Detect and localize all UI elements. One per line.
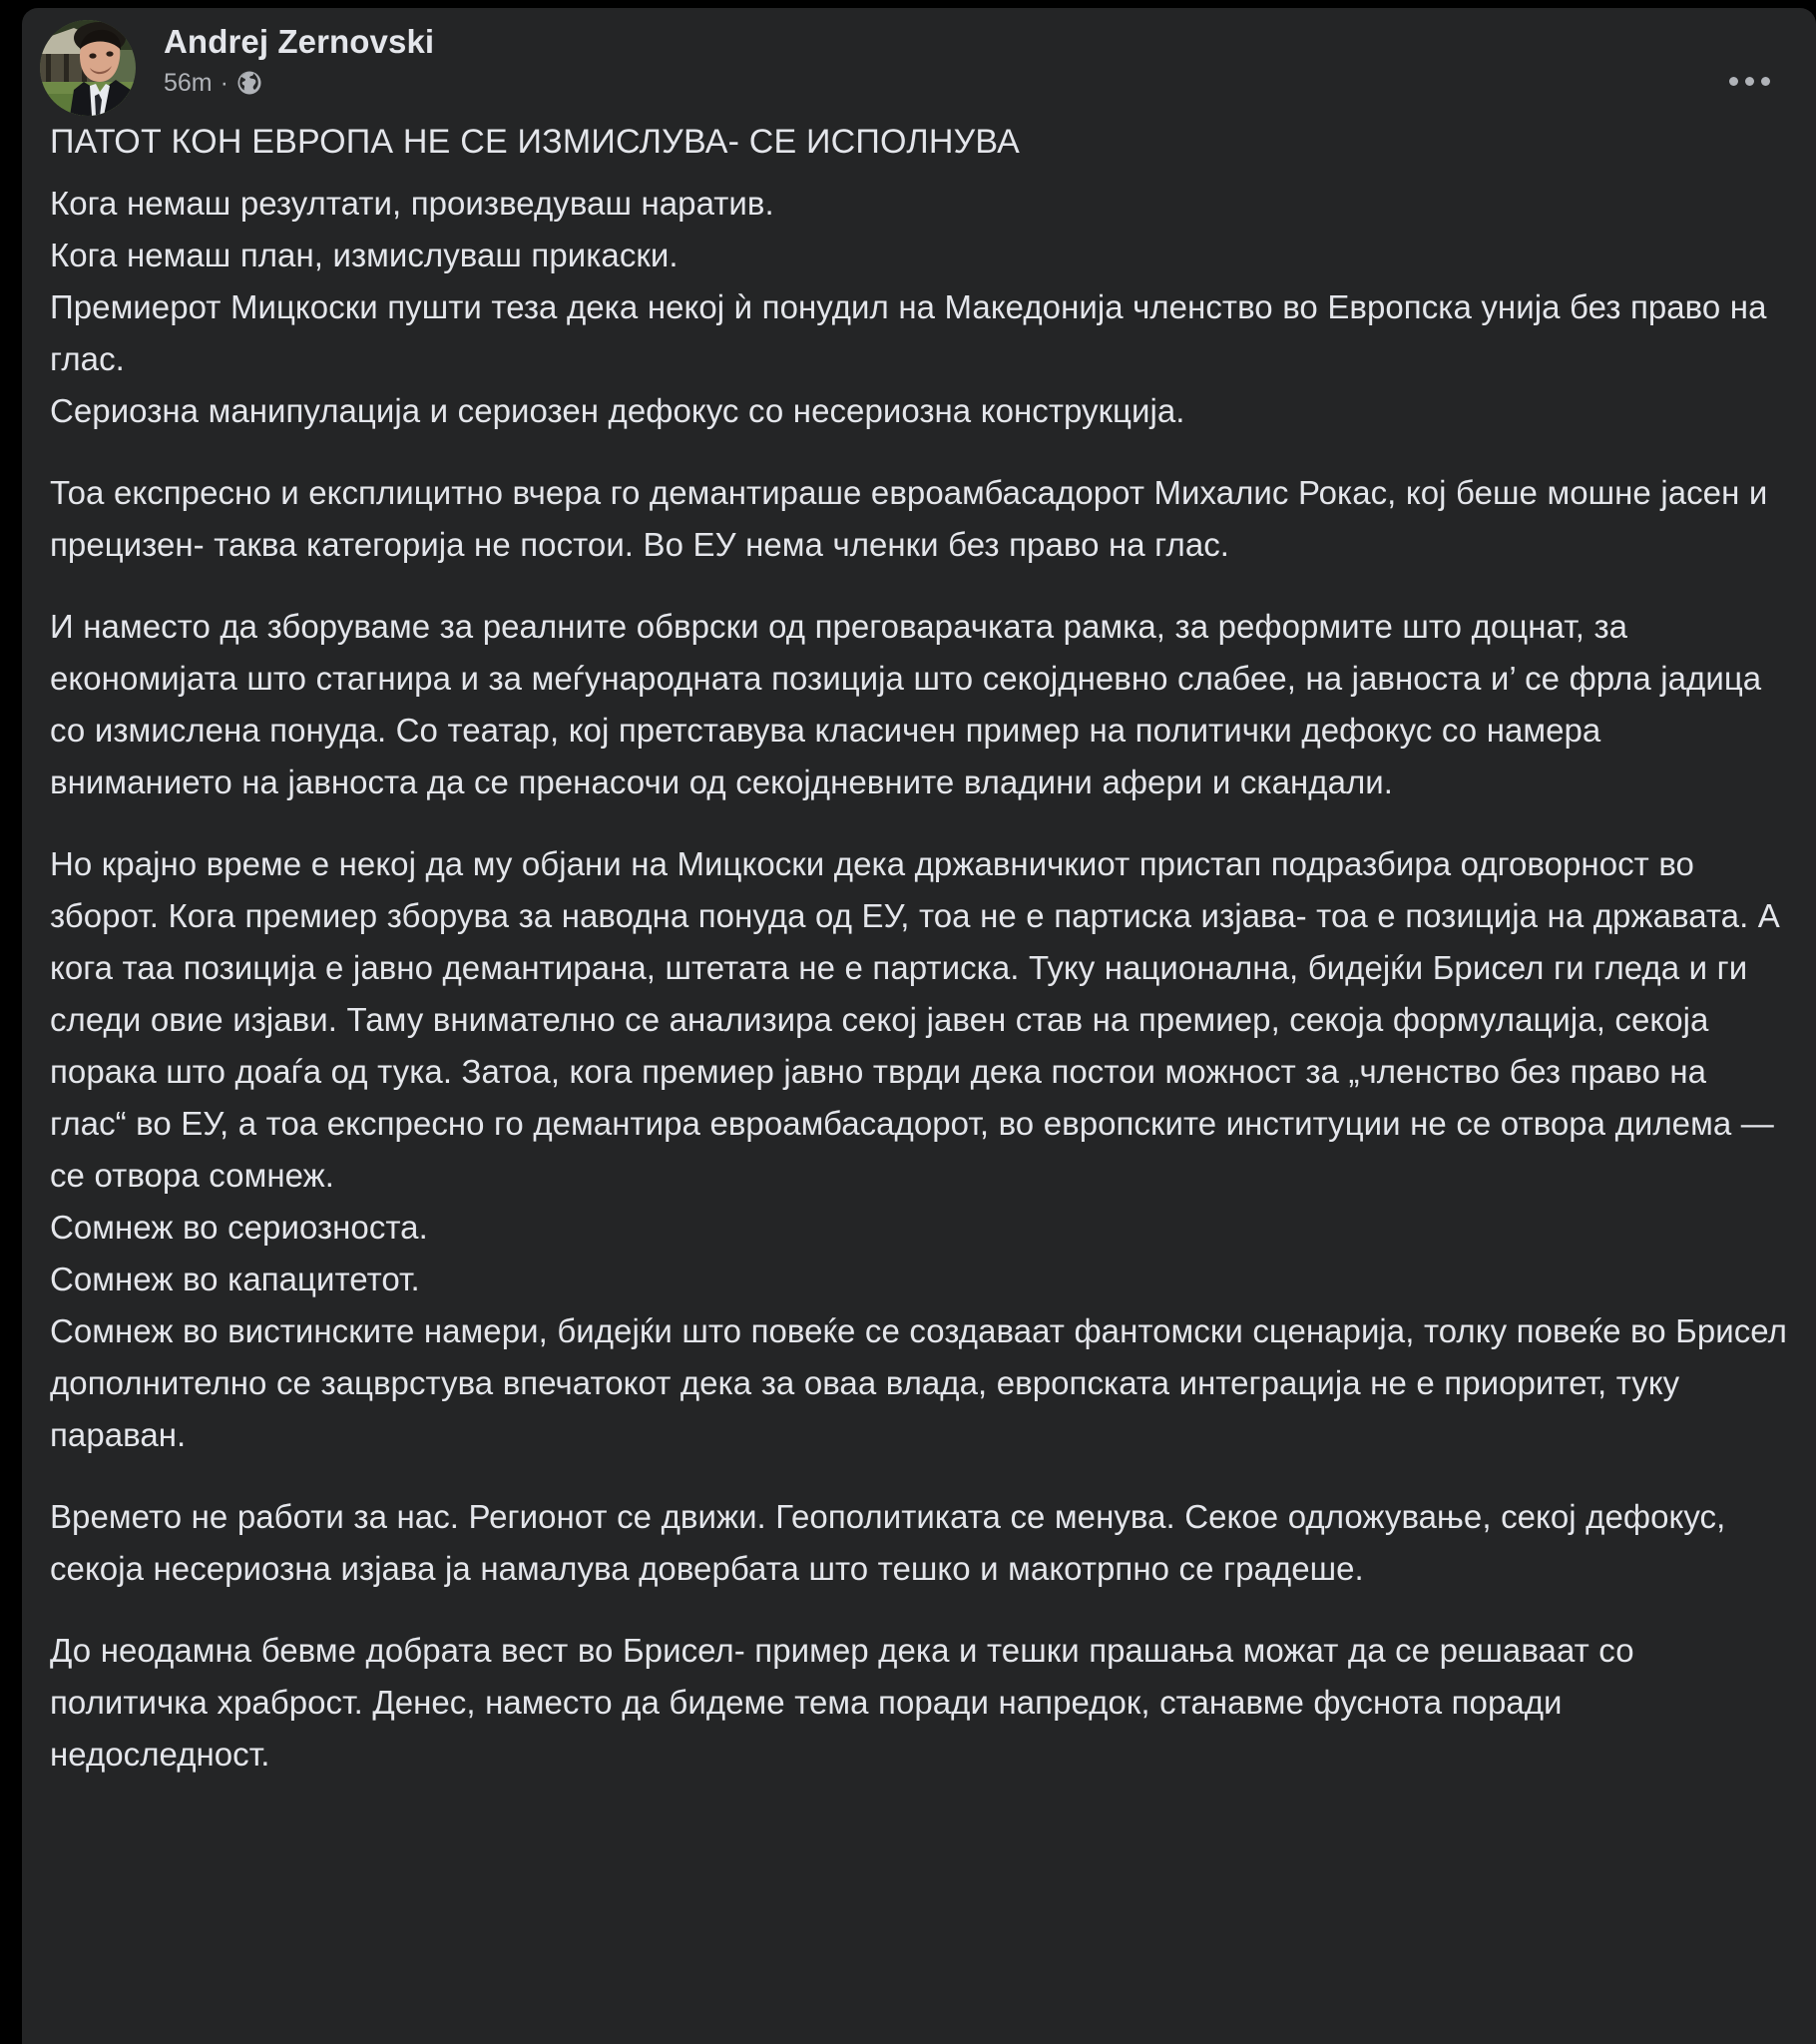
post-meta (164, 68, 434, 98)
globe-icon[interactable] (236, 70, 262, 96)
post-paragraph: Тоа експресно и експлицитно вчера го демантираше евроамбасадорот Михалис Рокас, кој беше мошне јасен и прецизен- таква категорија не постои. Во ЕУ нема членки без право на глас. (50, 474, 1768, 563)
post-author-block (164, 22, 434, 98)
post-title: ПАТОТ КОН ЕВРОПА НЕ СЕ ИЗМИСЛУВА- СЕ ИСПОЛНУВА (50, 123, 1021, 161)
post-paragraph: Времето не работи за нас. Регионот се движи. Геополитиката се менува. Секое одложување, секој дефокус, секоја несериозна изјава ја намалува довербата што тешко и макотрпно се градеше. (50, 1498, 1726, 1587)
post-author-name[interactable]: Andrej Zernovski (164, 23, 435, 60)
post-paragraph: Но крајно време е некој да му објани на Мицкоски дека државничкиот пристап подразбира одговорност во зборот. Кога премиер зборува за наводна понуда од ЕУ, тоа не е партиска изјава- тоа е позиција на државата. А кога таа позиција е јавно демантирана, штетата не е партиска. Туку национална, бидејќи Брисел ги гледа и ги следи овие изјави. Таму внимателно се анализира секој јавен став на премиер, секоја формулација, секоја порака што доаѓа од тука. Затоа, кога премиер јавно тврди дека постои можност за „членство без право на глас“ во ЕУ, а тоа експресно го демантира евроамбасадорот, во европските институции не се отвора дилема — се отвора сомнеж. Сомнеж во сериозноста. Сомнеж во капацитетот. Сомнеж во вистинските намери, бидејќи што повеќе се создаваат фантомски сценарија, толку повеќе во Брисел дополнително се зацврстува впечатокот дека за оваа влада, европската интеграција не е приоритет, туку параван. (50, 845, 1787, 1453)
post-options-menu-button[interactable] (1720, 52, 1778, 110)
avatar[interactable] (40, 20, 136, 116)
ellipsis-dot-3 (1761, 77, 1770, 86)
facebook-post-card (22, 8, 1816, 2044)
ellipsis-dot-1 (1729, 77, 1738, 86)
post-body (22, 120, 1816, 1781)
post-paragraph: Кога немаш резултати, произведуваш наратив. Кога немаш план, измислуваш прикаски. Премиерот Мицкоски пушти теза дека некој ѝ понудил на Македонија членство во Европска унија без право на глас. Сериозна манипулација и сериозен дефокус со несериозна конструкција. (50, 185, 1767, 429)
post-header (22, 8, 1816, 120)
post-paragraph: До неодамна бевме добрата вест во Брисел- пример дека и тешки прашања можат да се решаваат со политичка храброст. Денес, наместо да бидеме тема поради напредок, станавме фуснота поради недоследност. (50, 1632, 1634, 1773)
meta-separator: · (220, 69, 228, 97)
post-paragraph: И наместо да зборуваме за реалните обврски од преговарачката рамка, за реформите што доцнат, за економијата што стагнира и за меѓународната позиција што секојдневно слабее, на јавноста и’ се фрла јадица со измислена понуда. Со театар, кој претставува класичен пример на политички дефокус со намера вниманието на јавноста да се пренасочи од секојдневните владини афери и скандали. (50, 608, 1762, 800)
post-timestamp[interactable]: 56m (164, 69, 213, 97)
profile-photo-icon (40, 20, 136, 116)
ellipsis-dot-2 (1745, 77, 1754, 86)
